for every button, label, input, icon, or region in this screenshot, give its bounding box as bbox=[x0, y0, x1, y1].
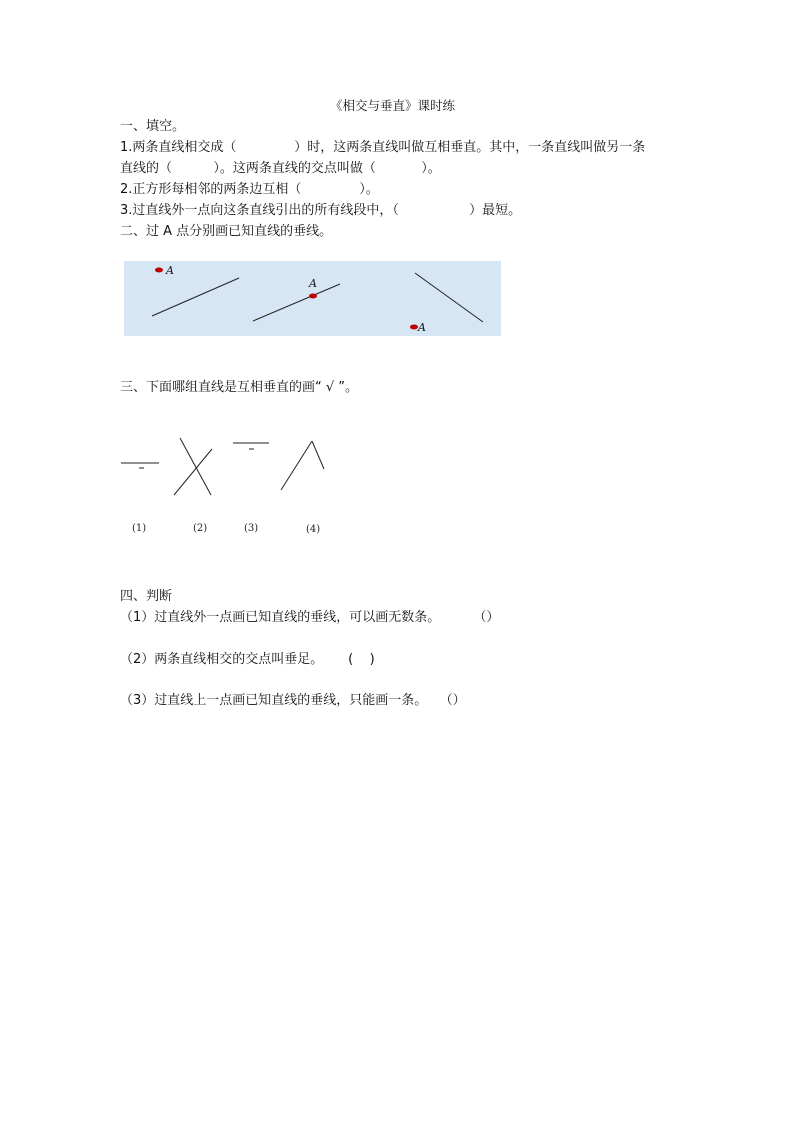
question-3: 3.过直线外一点向这条直线引出的所有线段中，（ ）最短。 bbox=[120, 203, 522, 218]
pair-4-line-a bbox=[281, 441, 312, 490]
point-a-1-label: A bbox=[166, 264, 174, 277]
judge-item-2: （2）两条直线相交的交点叫垂足。 ( ) bbox=[120, 652, 375, 667]
figure-background bbox=[124, 261, 501, 336]
point-a-2-label: A bbox=[309, 277, 317, 290]
pair-3-caption: (3) bbox=[244, 523, 259, 534]
point-a-3-label: A bbox=[418, 321, 426, 334]
pair-4-caption: (4) bbox=[306, 524, 321, 535]
pair-2-caption: (2) bbox=[193, 523, 208, 534]
section-heading-judge: 四、判断 bbox=[120, 589, 173, 604]
pair-2-line-a bbox=[180, 438, 211, 495]
line-pairs-figure bbox=[118, 435, 338, 545]
pair-4-line-b bbox=[312, 441, 324, 469]
section-heading-draw-perpendicular: 二、过 A 点分别画已知直线的垂线。 bbox=[120, 224, 333, 239]
pair-1-caption: (1) bbox=[132, 523, 147, 534]
point-a-2 bbox=[309, 294, 317, 299]
pair-2-line-b bbox=[174, 449, 212, 495]
section-heading-fill-blank: 一、填空。 bbox=[120, 119, 186, 134]
section-heading-check-perpendicular: 三、下面哪组直线是互相垂直的画“ √ ”。 bbox=[120, 380, 359, 395]
page-title: 《相交与垂直》课时练 bbox=[330, 98, 456, 113]
judge-item-3: （3）过直线上一点画已知直线的垂线，只能画一条。 （） bbox=[120, 693, 466, 708]
judge-item-1: （1）过直线外一点画已知直线的垂线，可以画无数条。 （） bbox=[120, 610, 500, 625]
question-2: 2.正方形每相邻的两条边互相（ ）。 bbox=[120, 182, 379, 197]
question-1-line-2: 直线的（ ）。这两条直线的交点叫做（ ）。 bbox=[120, 161, 441, 176]
point-a-3 bbox=[410, 325, 418, 330]
question-1-line-1: 1.两条直线相交成（ ）时，这两条直线叫做互相垂直。其中，一条直线叫做另一条 bbox=[120, 140, 646, 155]
perpendicular-drawing-figure bbox=[124, 261, 501, 336]
point-a-1 bbox=[155, 268, 163, 273]
